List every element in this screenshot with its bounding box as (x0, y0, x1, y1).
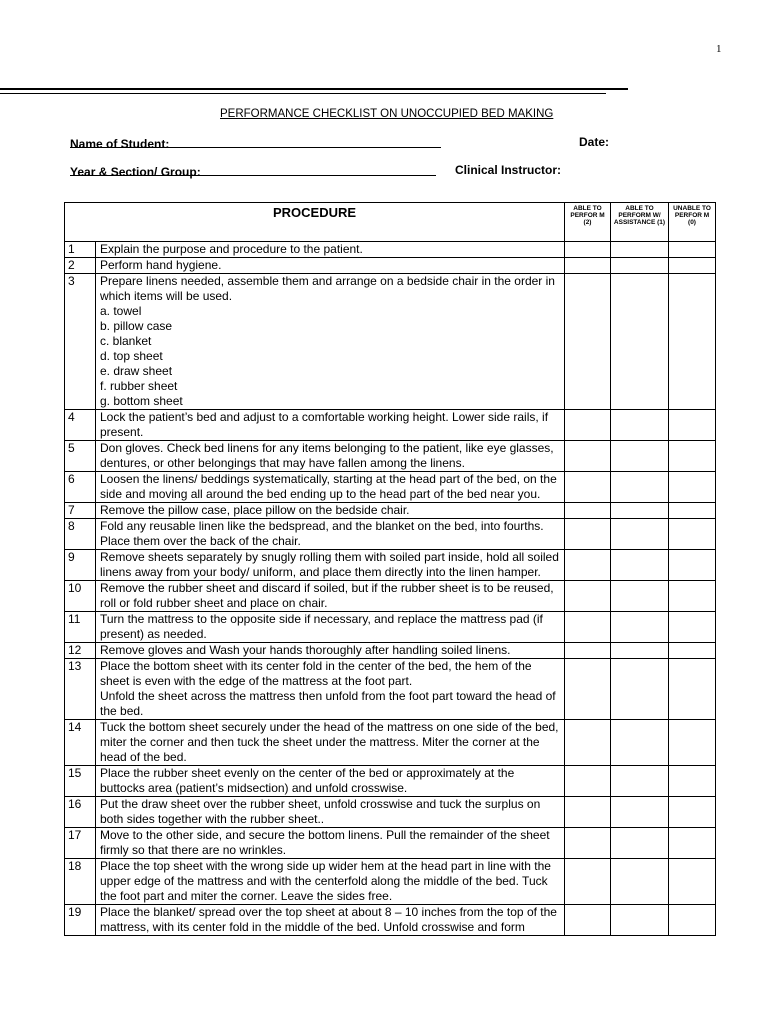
step-number: 7 (65, 503, 96, 519)
step-number: 14 (65, 720, 96, 766)
step-subitem: g. bottom sheet (100, 394, 183, 408)
table-row (65, 659, 716, 720)
table-row (65, 550, 716, 581)
table-row (65, 519, 716, 550)
score-assist-cell[interactable] (611, 797, 669, 828)
score-assist-cell[interactable] (611, 828, 669, 859)
table-row (65, 274, 716, 410)
step-description (96, 472, 565, 503)
score-unable-cell[interactable] (669, 766, 716, 797)
step-description (96, 612, 565, 643)
header-rule-thick (0, 88, 628, 90)
step-description (96, 550, 565, 581)
step-description (96, 258, 565, 274)
score-unable-cell[interactable] (669, 797, 716, 828)
score-unable-cell[interactable] (669, 612, 716, 643)
step-text: Tuck the bottom sheet securely under the head of the mattress on one side of the bed, miter the corner and then tuck the sheet under the mattress. Miter the corner at the head of the bed. (100, 720, 559, 764)
step-description (96, 797, 565, 828)
step-text: Remove gloves and Wash your hands thoroughly after handling soiled linens. (100, 643, 511, 657)
score-unable-cell[interactable] (669, 519, 716, 550)
step-number: 10 (65, 581, 96, 612)
score-able-cell[interactable] (565, 258, 611, 274)
step-text: Fold any reusable linen like the bedspread, and the blanket on the bed, into fourths. Place them over the back of the chair. (100, 519, 544, 548)
step-text: Place the rubber sheet evenly on the center of the bed or approximately at the buttocks area (patient’s midsection) and unfold crosswise. (100, 766, 515, 795)
step-text: Loosen the linens/ beddings systematically, starting at the head part of the bed, on the side and moving all around the bed ending up to the head part of the bed near you. (100, 472, 557, 501)
score-unable-cell[interactable] (669, 242, 716, 258)
step-text: Remove the pillow case, place pillow on the bedside chair. (100, 503, 410, 517)
table-row (65, 242, 716, 258)
score-assist-cell[interactable] (611, 503, 669, 519)
table-row (65, 828, 716, 859)
step-subitem: f. rubber sheet (100, 379, 178, 393)
table-row (65, 612, 716, 643)
student-name-blank-continued[interactable] (70, 147, 222, 148)
document-title: PERFORMANCE CHECKLIST ON UNOCCUPIED BED MAKING (220, 108, 554, 120)
score-able-cell[interactable] (565, 550, 611, 581)
score-able-cell[interactable] (565, 274, 611, 410)
step-number: 8 (65, 519, 96, 550)
score-able-cell[interactable] (565, 720, 611, 766)
step-text: Don gloves. Check bed linens for any items belonging to the patient, like eye glasses, dentures, or other belongings that may have fallen among the linens. (100, 441, 554, 470)
score-unable-cell[interactable] (669, 550, 716, 581)
checklist-table (64, 202, 716, 936)
header-rule-thin (0, 93, 606, 94)
score-assist-cell[interactable] (611, 441, 669, 472)
score-assist-cell[interactable] (611, 472, 669, 503)
step-description (96, 720, 565, 766)
score-assist-cell[interactable] (611, 659, 669, 720)
score-assist-cell[interactable] (611, 720, 669, 766)
step-subitem: e. draw sheet (100, 364, 173, 378)
score-able-cell[interactable] (565, 643, 611, 659)
step-number: 18 (65, 859, 96, 905)
score-assist-cell[interactable] (611, 581, 669, 612)
step-text: Remove the rubber sheet and discard if soiled, but if the rubber sheet is to be reused, roll or fold rubber sheet and place on chair. (100, 581, 554, 610)
step-number: 13 (65, 659, 96, 720)
table-row (65, 410, 716, 441)
score-assist-cell[interactable] (611, 258, 669, 274)
score-able-cell[interactable] (565, 581, 611, 612)
score-unable-cell[interactable] (669, 441, 716, 472)
page-number: 1 (716, 43, 722, 55)
step-number: 3 (65, 274, 96, 410)
score-assist-cell[interactable] (611, 550, 669, 581)
step-subitem: d. top sheet (100, 349, 163, 363)
table-header-row (65, 203, 716, 242)
score-unable-cell[interactable] (669, 643, 716, 659)
step-description (96, 519, 565, 550)
procedure-header: PROCEDURE (65, 203, 565, 242)
year-section-field (70, 163, 436, 179)
student-name-label: Name of Student: (70, 137, 170, 151)
score-assist-cell[interactable] (611, 519, 669, 550)
step-number: 1 (65, 242, 96, 258)
score-able-cell[interactable] (565, 612, 611, 643)
step-number: 9 (65, 550, 96, 581)
score-assist-cell[interactable] (611, 242, 669, 258)
step-description (96, 905, 565, 936)
step-description (96, 441, 565, 472)
score-unable-cell[interactable] (669, 859, 716, 905)
score-able-cell[interactable] (565, 905, 611, 936)
able-with-assistance-header: ABLE TO PERFORM W/ ASSISTANCE (1) (611, 203, 669, 242)
score-assist-cell[interactable] (611, 612, 669, 643)
score-able-cell[interactable] (565, 797, 611, 828)
score-able-cell[interactable] (565, 410, 611, 441)
table-row (65, 472, 716, 503)
student-name-field (70, 135, 441, 151)
score-able-cell[interactable] (565, 441, 611, 472)
year-section-label: Year & Section/ Group: (70, 165, 201, 179)
step-text: Explain the purpose and procedure to the patient. (100, 242, 363, 256)
score-assist-cell[interactable] (611, 643, 669, 659)
step-number: 15 (65, 766, 96, 797)
score-able-cell[interactable] (565, 503, 611, 519)
step-description (96, 274, 565, 410)
clinical-instructor-label: Clinical Instructor: (455, 163, 562, 177)
step-description (96, 859, 565, 905)
table-row (65, 581, 716, 612)
score-unable-cell[interactable] (669, 503, 716, 519)
step-number: 5 (65, 441, 96, 472)
step-text: Put the draw sheet over the rubber sheet, unfold crosswise and tuck the surplus on both sides together with the rubber sheet.. (100, 797, 541, 826)
step-description (96, 828, 565, 859)
clinical-instructor-blank[interactable] (70, 175, 256, 176)
able-to-perform-header: ABLE TO PERFOR M (2) (565, 203, 611, 242)
score-unable-cell[interactable] (669, 905, 716, 936)
step-text: Perform hand hygiene. (100, 258, 222, 272)
score-unable-cell[interactable] (669, 581, 716, 612)
table-row (65, 258, 716, 274)
step-text: Place the bottom sheet with its center fold in the center of the bed, the hem of the sheet is even with the edge of the mattress at the foot part. (100, 659, 532, 688)
score-unable-cell[interactable] (669, 659, 716, 720)
step-text: Remove sheets separately by snugly rolling them with soiled part inside, hold all soiled linens away from your body/ uniform, and place them directly into the linen hamper. (100, 550, 559, 579)
step-text: Prepare linens needed, assemble them and arrange on a bedside chair in the order in which items will be used. (100, 274, 555, 303)
score-able-cell[interactable] (565, 519, 611, 550)
score-able-cell[interactable] (565, 828, 611, 859)
score-unable-cell[interactable] (669, 828, 716, 859)
step-number: 11 (65, 612, 96, 643)
step-text: Turn the mattress to the opposite side if necessary, and replace the mattress pad (if present) as needed. (100, 612, 543, 641)
table-row (65, 797, 716, 828)
step-number: 4 (65, 410, 96, 441)
score-unable-cell[interactable] (669, 258, 716, 274)
step-text: Place the top sheet with the wrong side up wider hem at the head part in line with the upper edge of the mattress and with the centerfold along the middle of the bed. Tuck the foot part and miter the corner. Leave the sides free. (100, 859, 551, 903)
step-description (96, 503, 565, 519)
table-row (65, 720, 716, 766)
score-unable-cell[interactable] (669, 720, 716, 766)
step-number: 16 (65, 797, 96, 828)
table-row (65, 441, 716, 472)
score-unable-cell[interactable] (669, 472, 716, 503)
score-unable-cell[interactable] (669, 410, 716, 441)
score-able-cell[interactable] (565, 859, 611, 905)
date-label: Date: (579, 135, 610, 149)
step-number: 2 (65, 258, 96, 274)
table-row (65, 859, 716, 905)
step-number: 12 (65, 643, 96, 659)
step-number: 6 (65, 472, 96, 503)
score-assist-cell[interactable] (611, 859, 669, 905)
step-text: Lock the patient’s bed and adjust to a comfortable working height. Lower side rails, if present. (100, 410, 549, 439)
step-description (96, 581, 565, 612)
table-row (65, 766, 716, 797)
step-text: Move to the other side, and secure the bottom linens. Pull the remainder of the sheet firmly so that there are no wrinkles. (100, 828, 550, 857)
table-row (65, 503, 716, 519)
step-number: 19 (65, 905, 96, 936)
step-text: Place the blanket/ spread over the top sheet at about 8 – 10 inches from the top of the mattress, with its center fold in the middle of the bed. Unfold crosswise and form (100, 905, 557, 934)
step-number: 17 (65, 828, 96, 859)
unable-to-perform-header: UNABLE TO PERFOR M (0) (669, 203, 716, 242)
step-description (96, 242, 565, 258)
step-description (96, 410, 565, 441)
step-description (96, 766, 565, 797)
score-assist-cell[interactable] (611, 274, 669, 410)
score-able-cell[interactable] (565, 659, 611, 720)
step-description (96, 643, 565, 659)
step-subitem: a. towel (100, 304, 142, 318)
score-unable-cell[interactable] (669, 274, 716, 410)
step-subitem: c. blanket (100, 334, 152, 348)
step-subitem: Unfold the sheet across the mattress then unfold from the foot part toward the head of the bed. (100, 689, 556, 718)
table-row (65, 643, 716, 659)
score-able-cell[interactable] (565, 766, 611, 797)
score-assist-cell[interactable] (611, 410, 669, 441)
step-description (96, 659, 565, 720)
score-able-cell[interactable] (565, 242, 611, 258)
score-able-cell[interactable] (565, 472, 611, 503)
table-row (65, 905, 716, 936)
score-assist-cell[interactable] (611, 766, 669, 797)
score-assist-cell[interactable] (611, 905, 669, 936)
step-subitem: b. pillow case (100, 319, 173, 333)
